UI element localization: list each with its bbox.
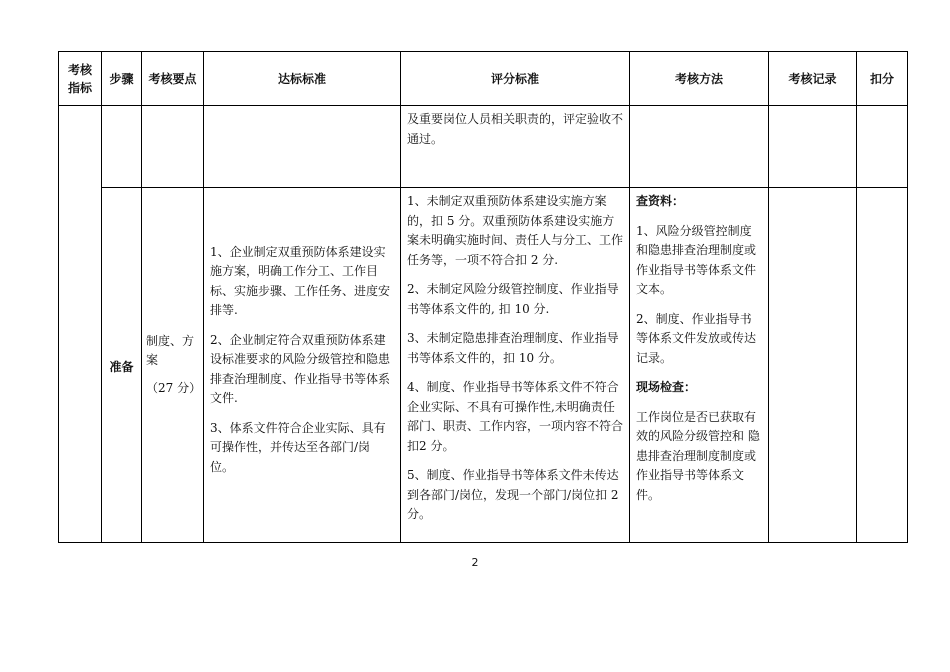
- scoring-item-3: 3、未制定隐患排查治理制度、作业指导书等体系文件的，扣 10 分。: [407, 331, 619, 365]
- scoring-cell-continued: [401, 106, 630, 188]
- assessment-table: [58, 51, 908, 543]
- key-point-cell: [142, 188, 204, 543]
- standard-item-1: 1、企业制定双重预防体系建设实施方案，明确工作分工、工作目标、实施步骤、工作任务、进度安排等.: [210, 244, 391, 318]
- key-point-text: [142, 332, 203, 399]
- header-step: 步骤: [102, 52, 142, 106]
- table-header-row: [59, 52, 908, 106]
- header-indicator-line2: 指标: [67, 80, 92, 95]
- standard-cell-empty: [204, 106, 401, 188]
- scoring-item-4: 4、制度、作业指导书等体系文件不符合企业实际、不具有可操作性,未明确责任部门、职责、工作内容，一项内容不符合扣2 分。: [407, 380, 624, 453]
- header-deduction: 扣分: [857, 52, 908, 106]
- step-label: 准备: [109, 359, 134, 374]
- header-indicator-line1: 考核: [67, 62, 92, 77]
- method-text: [630, 188, 768, 505]
- header-record: 考核记录: [769, 52, 857, 106]
- scoring-item-2: 2、未制定风险分级管控制度、作业指导书等体系文件的, 扣 10 分.: [407, 282, 619, 316]
- table-row-continued: [59, 106, 908, 188]
- key-point-score: （27 分）: [146, 380, 202, 395]
- step-cell: [102, 188, 142, 543]
- record-cell-empty: [769, 106, 857, 188]
- header-standard: 达标标准: [204, 52, 401, 106]
- header-indicator: [59, 52, 102, 106]
- scoring-text: [401, 188, 629, 525]
- deduction-cell-empty: [857, 106, 908, 188]
- scoring-item-5: 5、制度、作业指导书等体系文件未传达到各部门/岗位，发现一个部门/岗位扣 2 分。: [407, 468, 619, 521]
- method-document-item-1: 1、风险分级管控制度和隐患排查治理制度或作业指导书等体系文件文本。: [636, 223, 757, 296]
- record-cell: [769, 188, 857, 543]
- step-cell-empty: [102, 106, 142, 188]
- table-row-preparation: [59, 188, 908, 543]
- header-key-points: 考核要点: [142, 52, 204, 106]
- method-title-documents: 查资料：: [636, 194, 685, 208]
- key-point-cell-empty: [142, 106, 204, 188]
- method-site-check-text: 工作岗位是否已获取有效的风险分级管控和 隐患排查治理制度制度或作业指导书等体系文件。: [636, 409, 760, 502]
- method-cell: [630, 188, 769, 543]
- key-point-line1: 制度、方案: [146, 333, 195, 368]
- page-number: 2: [471, 556, 479, 569]
- deduction-cell: [857, 188, 908, 543]
- indicator-cell: [59, 106, 102, 543]
- standard-text: [204, 243, 400, 478]
- standard-cell: [204, 188, 401, 543]
- method-cell-empty: [630, 106, 769, 188]
- method-document-item-2: 2、制度、作业指导书等体系文件发放或传达记录。: [636, 311, 757, 365]
- header-method: 考核方法: [630, 52, 769, 106]
- header-scoring: 评分标准: [401, 52, 630, 106]
- scoring-cell: [401, 188, 630, 543]
- scoring-item-1: 1、未制定双重预防体系建设实施方案的，扣 5 分。双重预防体系建设实施方案未明确实施时间、责任人与分工、工作任务等，一项不符合扣 2 分.: [407, 194, 624, 267]
- method-title-site-check: 现场检查：: [636, 380, 697, 394]
- standard-item-3: 3、体系文件符合企业实际、具有可操作性，并传达至各部门/岗位。: [210, 420, 386, 474]
- scoring-continued-text: 及重要岗位人员相关职责的，评定验收不通过。: [407, 112, 624, 146]
- standard-item-2: 2、企业制定符合双重预防体系建设标准要求的风险分级管控和隐患排查治理制度、作业指导书等体系文件.: [210, 332, 391, 406]
